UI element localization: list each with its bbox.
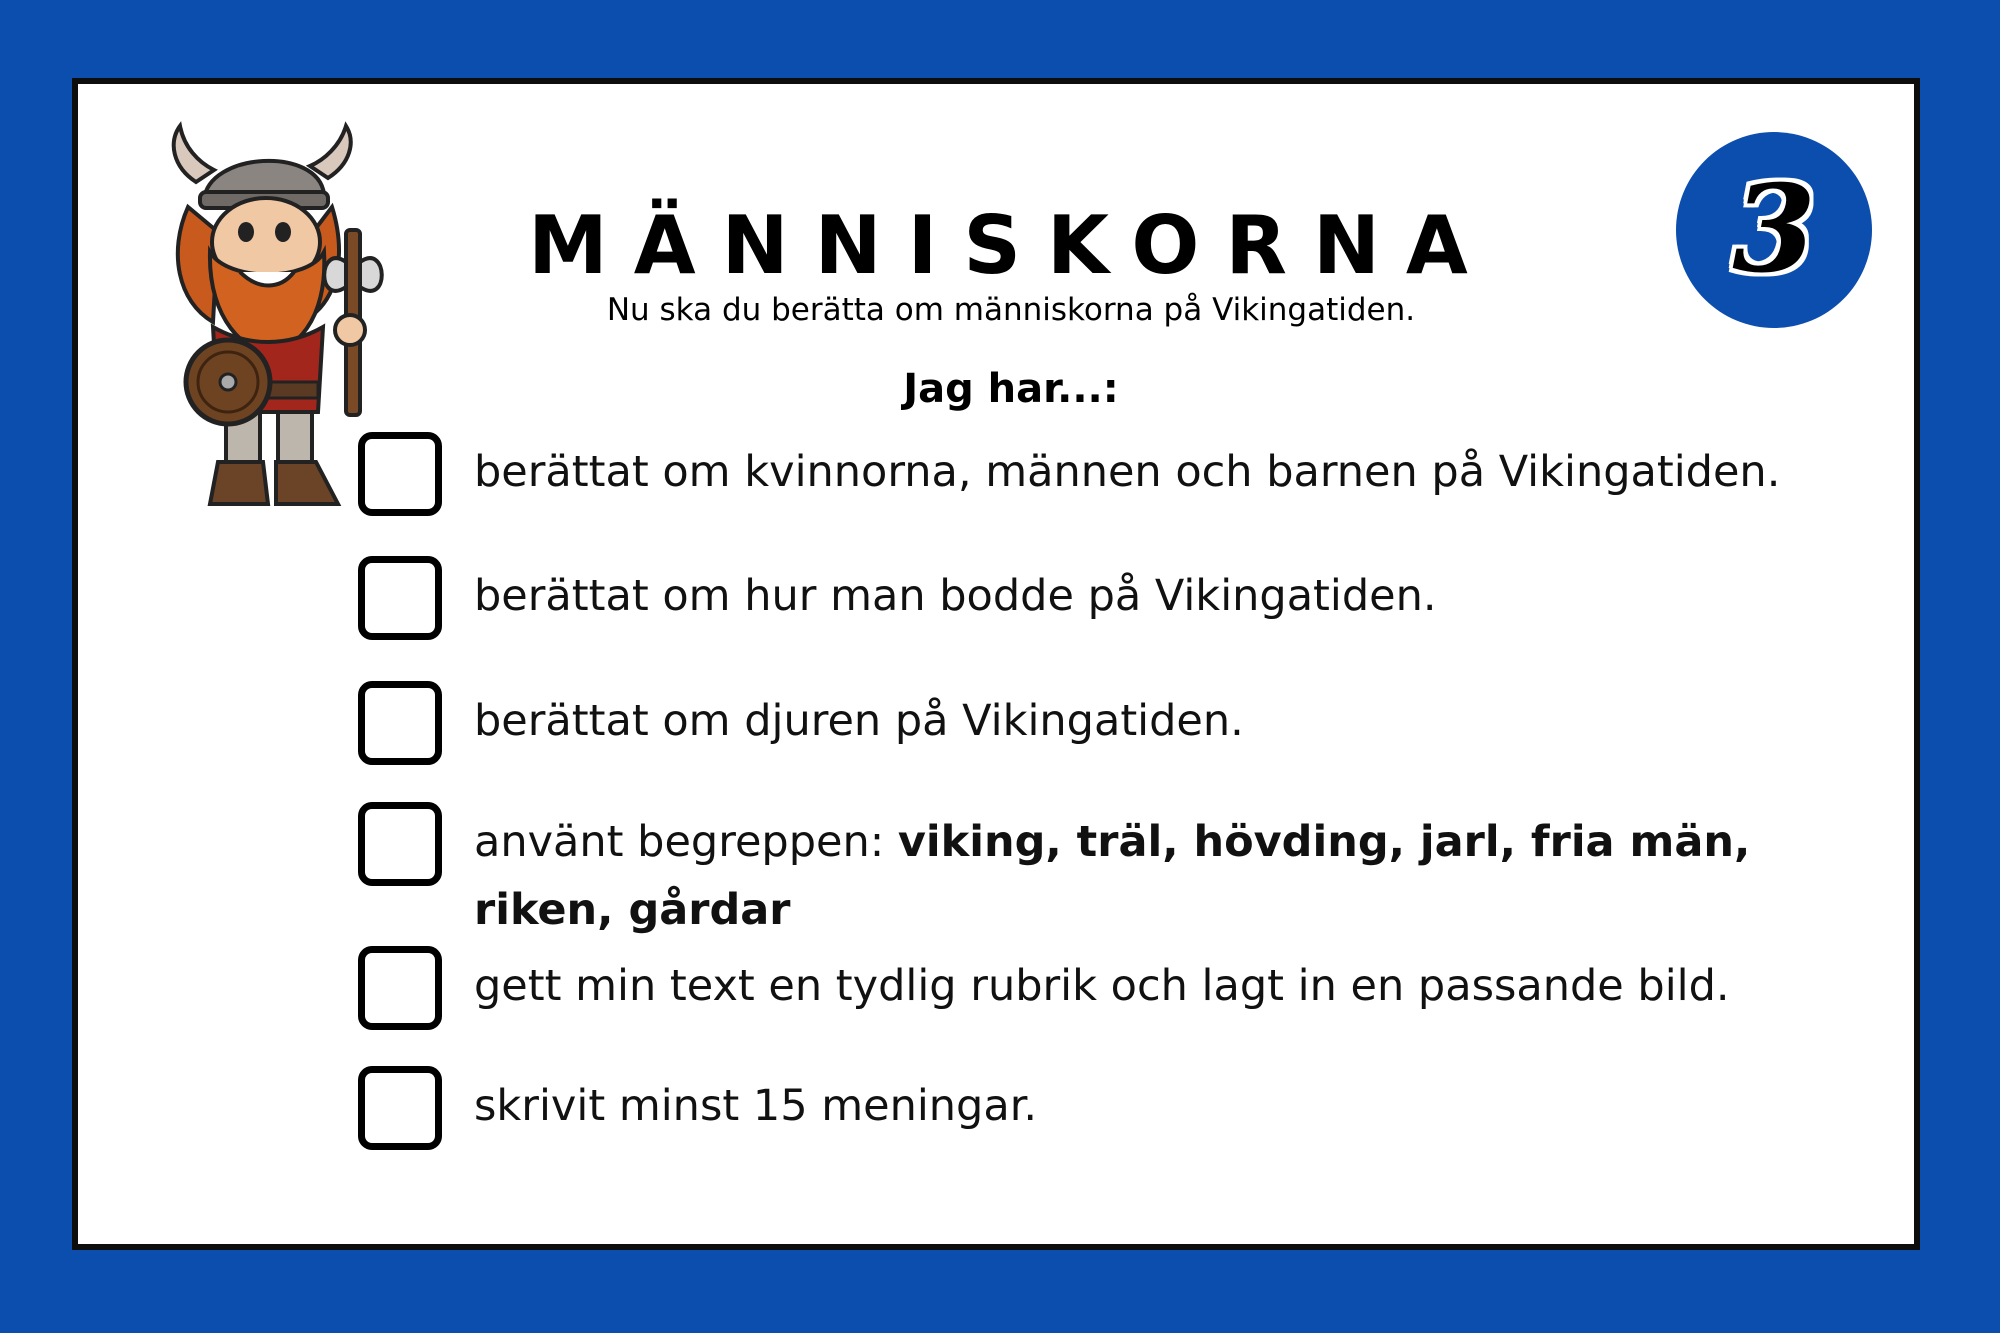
checklist-item-label: berättat om hur man bodde på Vikingatiden. (474, 571, 1437, 621)
checkbox[interactable] (358, 556, 442, 640)
checklist-intro: Jag har...: (903, 366, 1119, 412)
page-subtitle: Nu ska du berätta om människorna på Vikingatiden. (606, 292, 1416, 328)
key-terms: viking, träl, hövding, jarl, fria män, riken, gårdar (474, 817, 1751, 935)
checklist-item-label: berättat om kvinnorna, männen och barnen på Vikingatiden. (474, 447, 1781, 497)
checkbox[interactable] (358, 946, 442, 1030)
badge-number: 3 (1732, 159, 1816, 300)
checklist-item-label: skrivit minst 15 meningar. (474, 1081, 1038, 1131)
checklist-item-label: gett min text en tydlig rubrik och lagt in en passande bild. (474, 961, 1730, 1011)
checkbox[interactable] (358, 681, 442, 765)
checkbox[interactable] (358, 1066, 442, 1150)
checkbox[interactable] (358, 802, 442, 886)
page-title: MÄNNISKORNA (528, 199, 1494, 292)
checklist-item-label: berättat om djuren på Vikingatiden. (474, 696, 1244, 746)
checkbox[interactable] (358, 432, 442, 516)
checklist-card (72, 78, 1920, 1250)
number-badge (1676, 132, 1872, 328)
checklist-item-label: använt begreppen: viking, träl, hövding, jarl, fria män, riken, gårdar (474, 817, 1751, 935)
